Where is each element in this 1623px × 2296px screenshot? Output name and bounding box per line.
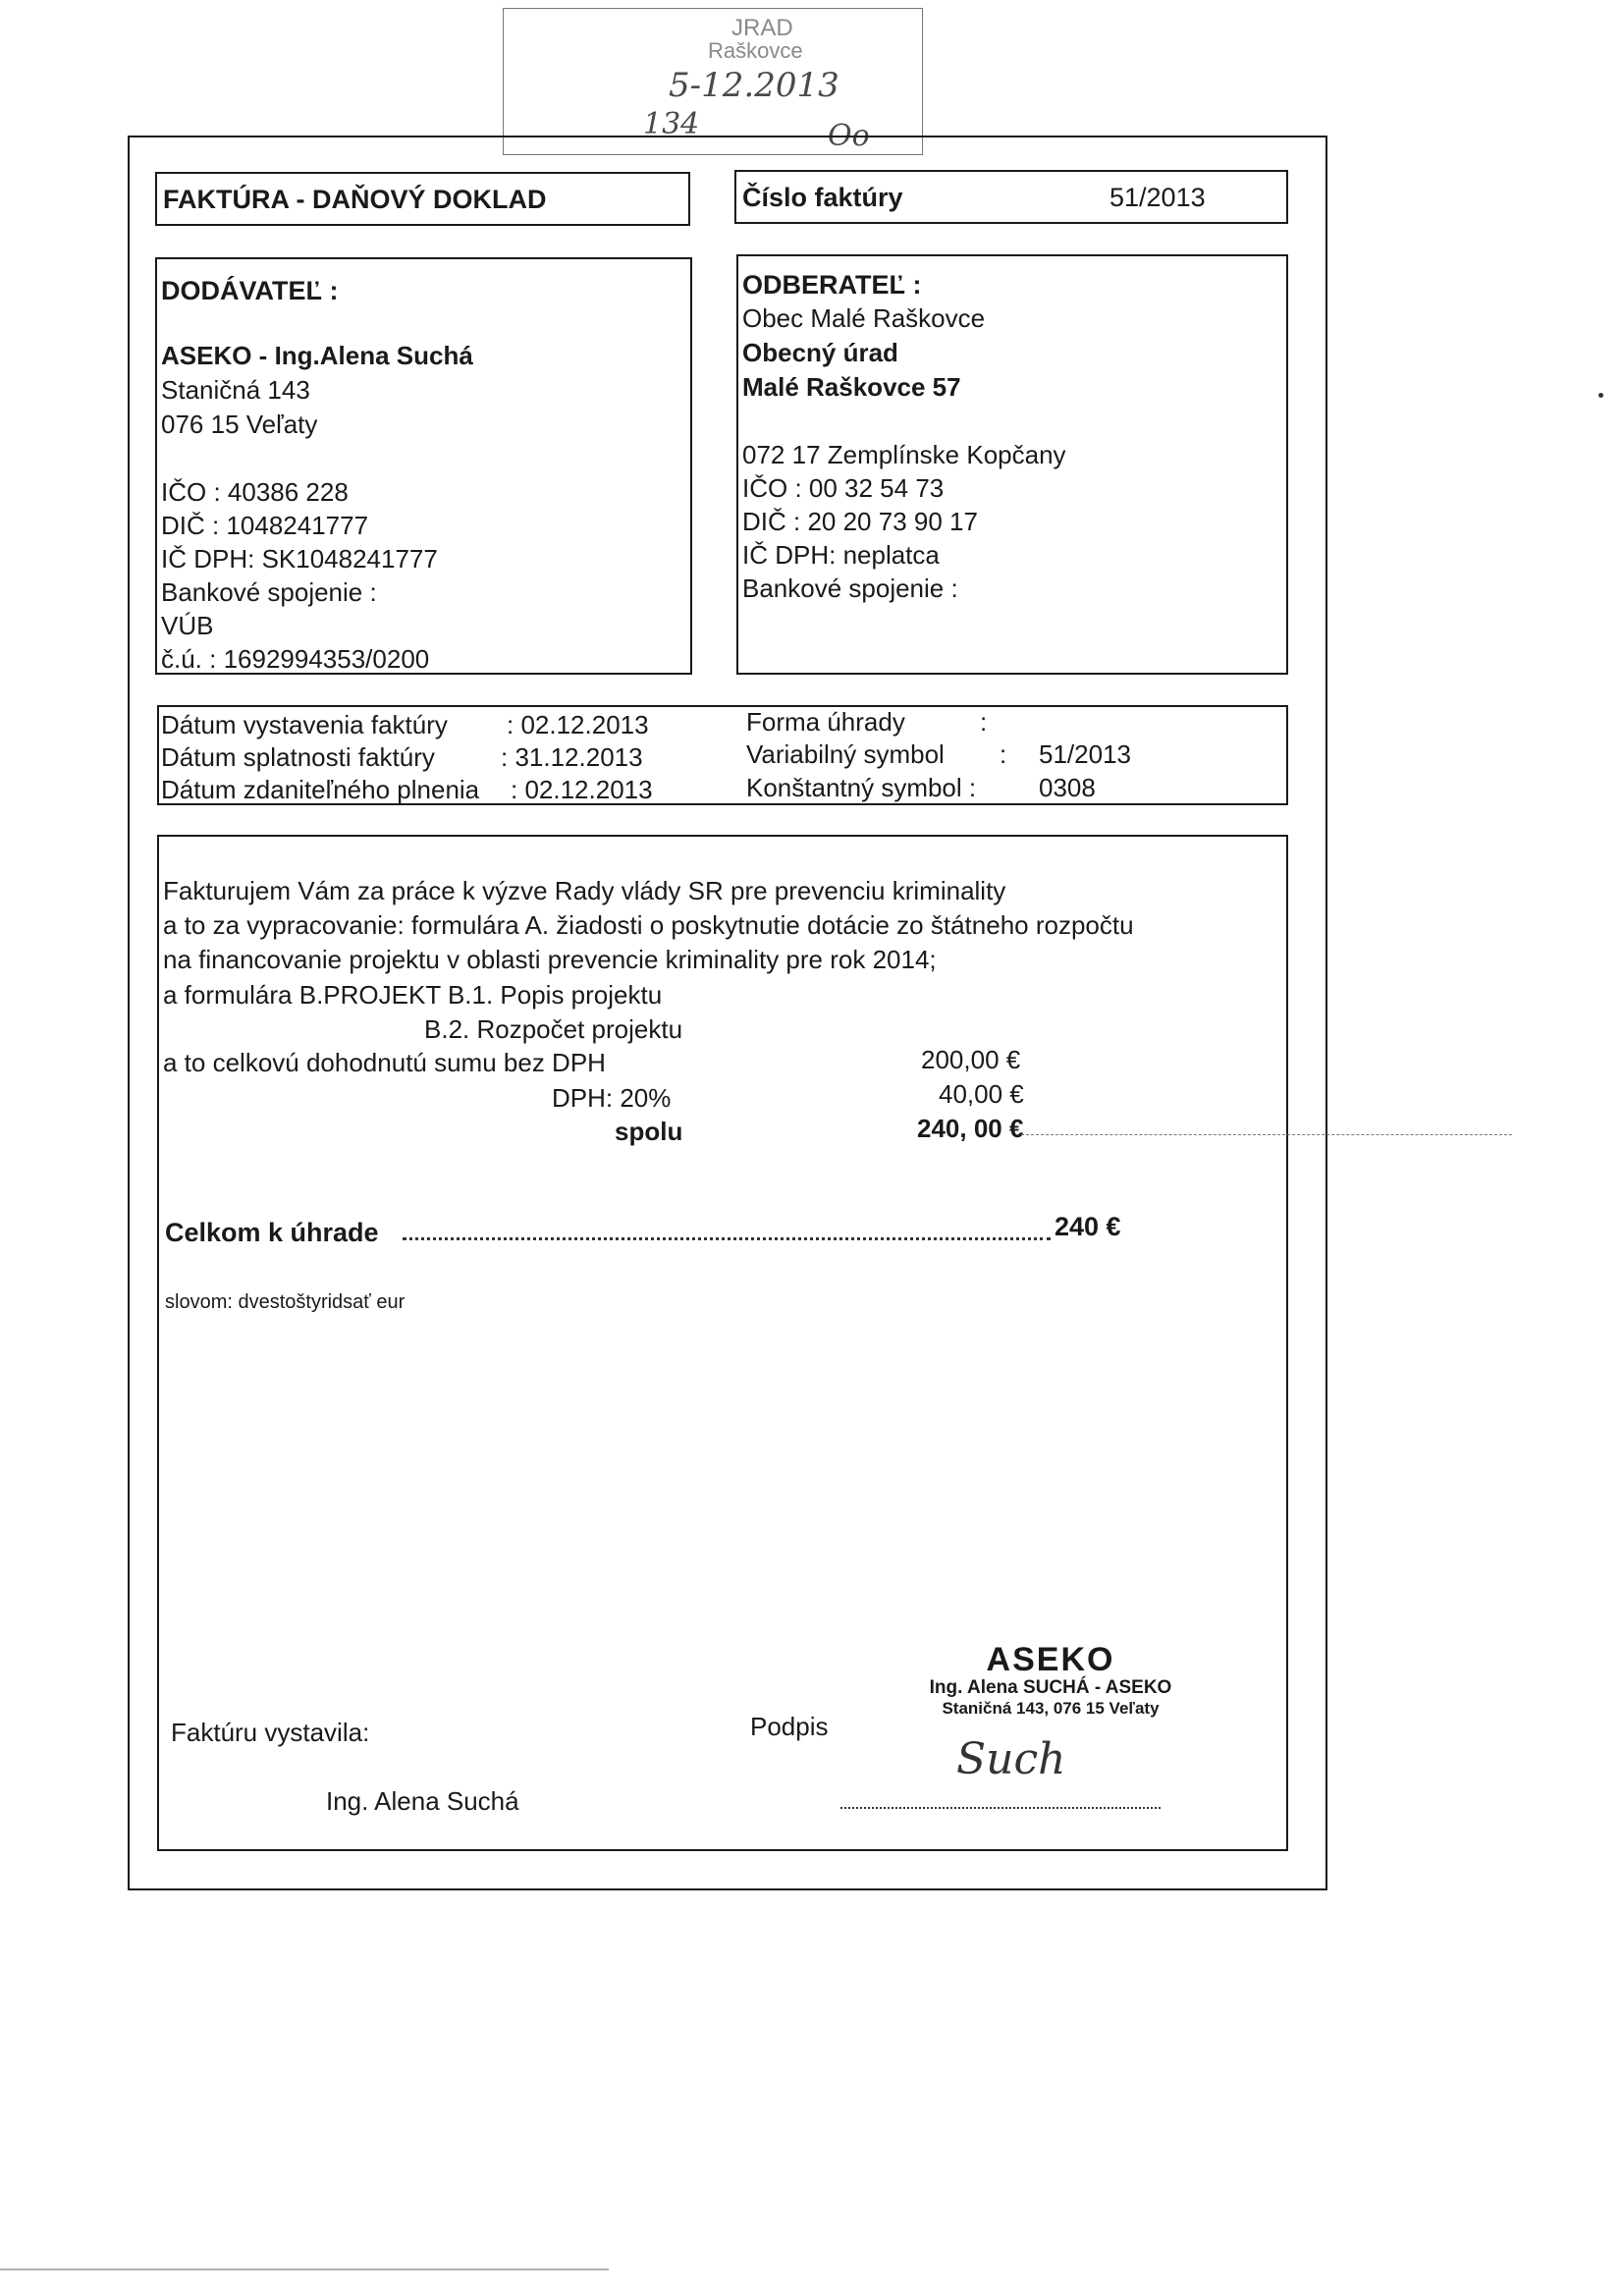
issued-by-label: Faktúru vystavila: <box>171 1718 370 1747</box>
supplier-heading: DODÁVATEĽ : <box>161 276 339 305</box>
customer-line3: Malé Raškovce 57 <box>742 372 961 402</box>
customer-city: 072 17 Zemplínske Kopčany <box>742 440 1066 469</box>
taxable-date-label: Dátum zdaniteľného plnenia <box>161 775 480 804</box>
total-value: 240, 00 € <box>917 1114 1024 1143</box>
invoice-number-box <box>734 170 1288 224</box>
stamp-received-date: 5-12.2013 <box>669 66 839 105</box>
constant-symbol-label: Konštantný symbol : <box>746 773 977 802</box>
variable-symbol-label: Variabilný symbol <box>746 739 945 769</box>
page-edge-line <box>0 2269 609 2270</box>
company-stamp-line2: Staničná 143, 076 15 Veľaty <box>942 1699 1160 1718</box>
customer-line2: Obecný úrad <box>742 338 898 367</box>
customer-line1: Obec Malé Raškovce <box>742 303 986 333</box>
stamp-reg-number: 134 <box>643 107 700 141</box>
grand-total-value: 240 € <box>1055 1212 1121 1241</box>
customer-ic-dph: IČ DPH: neplatca <box>742 540 940 570</box>
issued-by-name: Ing. Alena Suchá <box>326 1786 519 1816</box>
total-trailing-line <box>1021 1134 1512 1135</box>
supplier-box <box>155 257 692 675</box>
supplier-bank-label: Bankové spojenie : <box>161 577 377 607</box>
body-line3: na financovanie projektu v oblasti prevencie kriminality pre rok 2014; <box>163 945 937 974</box>
customer-ico: IČO : 00 32 54 73 <box>742 473 945 503</box>
supplier-name: ASEKO - Ing.Alena Suchá <box>161 341 473 370</box>
body-line5: B.2. Rozpočet projektu <box>424 1014 683 1044</box>
stamp-office: JRAD <box>731 15 793 41</box>
net-amount-label: a to celkovú dohodnutú sumu bez DPH <box>163 1048 606 1077</box>
grand-total-label: Celkom k úhrade <box>165 1218 379 1247</box>
registry-stamp <box>503 8 923 155</box>
customer-heading: ODBERATEĽ : <box>742 270 922 300</box>
signature-line <box>840 1807 1161 1809</box>
company-stamp-brand: ASEKO <box>986 1641 1115 1678</box>
constant-symbol-value: 0308 <box>1039 773 1096 802</box>
invoice-title: FAKTÚRA - DAŇOVÝ DOKLAD <box>163 185 547 214</box>
supplier-street: Staničná 143 <box>161 375 310 405</box>
grand-total-leader-dots <box>403 1237 1051 1240</box>
total-label: spolu <box>615 1117 683 1146</box>
title-box <box>155 172 690 226</box>
payment-form-colon: : <box>980 707 988 737</box>
body-line4: a formulára B.PROJEKT B.1. Popis projektu <box>163 980 663 1010</box>
customer-dic: DIČ : 20 20 73 90 17 <box>742 507 978 536</box>
stamp-town: Raškovce <box>708 38 803 63</box>
due-date-value: : 31.12.2013 <box>501 742 643 772</box>
handwritten-signature: Such <box>956 1734 1066 1784</box>
supplier-city: 076 15 Veľaty <box>161 410 318 439</box>
supplier-bank: VÚB <box>161 611 214 640</box>
amount-in-words: slovom: dvestoštyridsať eur <box>165 1291 406 1313</box>
supplier-ic-dph: IČ DPH: SK1048241777 <box>161 544 438 574</box>
signature-label: Podpis <box>750 1712 829 1741</box>
vat-value: 40,00 € <box>939 1079 1024 1109</box>
company-stamp-line1: Ing. Alena SUCHÁ - ASEKO <box>929 1677 1172 1698</box>
dates-box <box>157 705 1288 805</box>
supplier-dic: DIČ : 1048241777 <box>161 511 369 540</box>
stamp-initials: Oo <box>828 119 870 153</box>
body-line2: a to za vypracovanie: formulára A. žiadosti o poskytnutie dotácie zo štátneho rozpočtu <box>163 910 1134 940</box>
due-date-label: Dátum splatnosti faktúry <box>161 742 435 772</box>
issue-date-value: : 02.12.2013 <box>507 710 649 739</box>
stray-mark <box>1598 393 1603 398</box>
net-amount-value: 200,00 € <box>921 1045 1021 1074</box>
invoice-number: 51/2013 <box>1109 183 1206 212</box>
customer-box <box>736 254 1288 675</box>
invoice-number-label: Číslo faktúry <box>742 183 903 212</box>
taxable-date-value: : 02.12.2013 <box>511 775 653 804</box>
payment-form-label: Forma úhrady <box>746 707 905 737</box>
variable-symbol-colon: : <box>1000 739 1007 769</box>
issue-date-label: Dátum vystavenia faktúry <box>161 710 448 739</box>
variable-symbol-value: 51/2013 <box>1039 739 1131 769</box>
supplier-ico: IČO : 40386 228 <box>161 477 349 507</box>
vat-label: DPH: 20% <box>552 1083 672 1113</box>
customer-bank-label: Bankové spojenie : <box>742 574 958 603</box>
supplier-account: č.ú. : 1692994353/0200 <box>161 644 430 674</box>
body-line1: Fakturujem Vám za práce k výzve Rady vlády SR pre prevenciu kriminality <box>163 876 1006 905</box>
